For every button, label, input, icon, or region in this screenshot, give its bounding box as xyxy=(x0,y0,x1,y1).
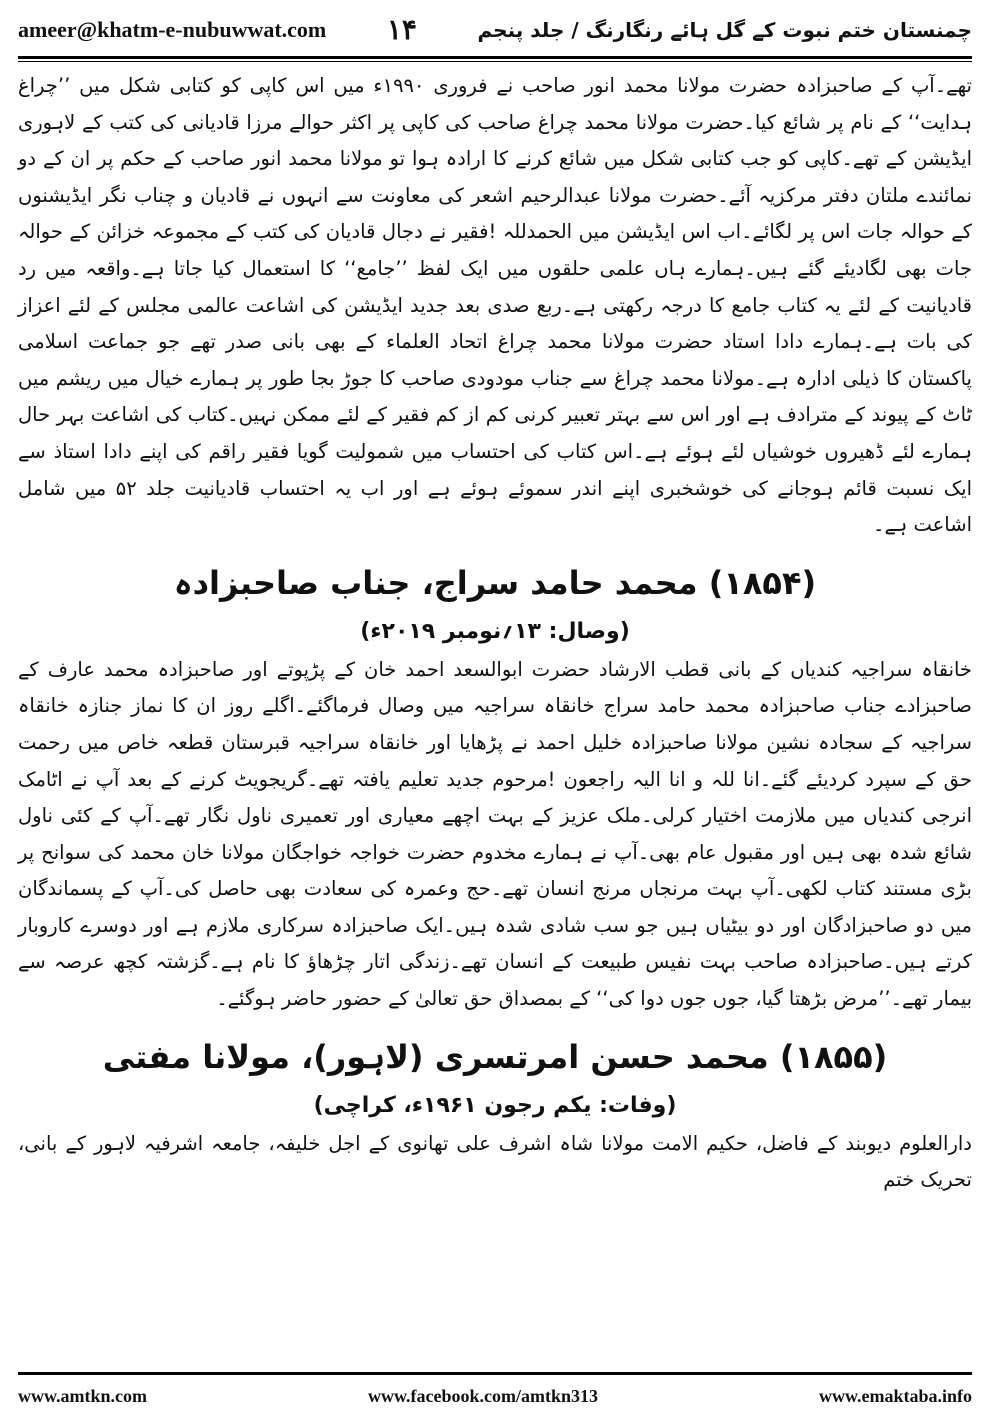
entry-body-1855: دارالعلوم دیوبند کے فاضل، حکیم الامت مولانا شاہ اشرف علی تھانوی کے اجل خلیفہ، جامعہ اشرفیہ لاہور کے بانی، تحریک ختم xyxy=(18,1131,972,1192)
entry-body-1854: خانقاہ سراجیہ کندیاں کے بانی قطب الارشاد حضرت ابوالسعد احمد خان کے پڑپوتے اور صاحبزادہ محمد عارف کے صاحبزادے جناب صاحبزادہ محمد حامد سراج خانقاہ سراجیہ میں وصال فرماگئے۔اگلے روز ان کا نماز جنازہ خانقاہ سراجیہ کے سجادہ نشین مولانا صاحبزادہ خلیل احمد نے پڑھایا اور خانقاہ سراجیہ قبرستان قطعہ خاص میں رحمت حق کے سپرد کردیئے گئے۔انا للہ و انا الیہ راجعون !مرحوم جدید تعلیم یافتہ تھے۔گریجویٹ کرنے کے بعد آپ نے اٹامک انرجی کندیاں میں ملازمت اختیار کرلی۔ملک عزیز کے بہت اچھے معیاری اور تعمیری ناول نگار تھے۔آپ کے کئی ناول شائع شدہ بھی ہیں اور مقبول عام بھی۔آپ نے ہمارے مخدوم حضرت خواجہ خواجگان مولانا خان محمد کی سوانح پر بڑی مستند کتاب لکھی۔آپ بہت مرنجاں مرنج انسان تھے۔حج وعمرہ کی سعادت بھی حاصل کی۔آپ کے پسماندگان میں دو صاحبزادگان اور دو بیٹیاں ہیں جو سب شادی شدہ ہیں۔ایک صاحبزادہ سرکاری ملازم ہے اور دوسرے کاروبار کرتے ہیں۔صاحبزادہ صاحب بہت نفیس طبیعت کے انسان تھے۔زندگی اتار چڑھاؤ کا نام ہے۔گزشتہ کچھ عرصہ سے بیمار تھے۔’’مرض بڑھتا گیا، جوں جوں دوا کی‘‘ کے بمصداق حق تعالیٰ کے حضور حاضر ہوگئے۔ xyxy=(18,657,972,1011)
entry-date-1854: (وصال: ۱۳؍نومبر ۲۰۱۹ء) xyxy=(360,618,630,644)
book-title: چمنستان ختم نبوت کے گل ہائے رنگارنگ / جلد پنجم xyxy=(477,18,972,42)
footer-rule xyxy=(18,1372,972,1375)
page-content xyxy=(18,68,972,1199)
footer-link-amtkn[interactable]: www.amtkn.com xyxy=(18,1385,147,1406)
header-rule xyxy=(18,56,972,59)
entry-date-1855: (وفات: یکم رجون ۱۹۶۱ء، کراچی) xyxy=(313,1092,677,1118)
entry-title-1854: (۱۸۵۴) محمد حامد سراج، جناب صاحبزادہ xyxy=(173,563,817,602)
page-footer xyxy=(18,1380,972,1412)
intro-paragraph: تھے۔آپ کے صاحبزادہ حضرت مولانا محمد انور صاحب نے فروری ۱۹۹۰ء میں اس کاپی کو کتابی شکل میں ’’چراغ ہدایت‘‘ کے نام پر شائع کیا۔حضرت مولانا محمد چراغ صاحب کی کاپی پر اکثر حوالے مرزا قادیانی کی کتب کے لاہوری ایڈیشن کے تھے۔کاپی کو جب کتابی شکل میں شائع کرنے کا ارادہ ہوا تو مولانا محمد انور صاحب کے حکم پر ان کے دو نمائندے ملتان دفتر مرکزیہ آئے۔حضرت مولانا عبدالرحیم اشعر کی معاونت سے انہوں نے قادیان و چناب نگر ایڈیشنوں کے حوالہ جات اس پر لگائے۔اب اس ایڈیشن میں الحمدللہ !فقیر نے دجال قادیان کی کتب کے مجموعہ خزائن کے حوالہ جات بھی لگادیئے گئے ہیں۔ہمارے ہاں علمی حلقوں میں ایک لفظ ’’جامع‘‘ کا استعمال کیا جاتا ہے۔واقعہ میں رد قادیانیت کے لئے یہ کتاب جامع کا درجہ رکھتی ہے۔ربع صدی بعد جدید ایڈیشن کی اشاعت عالمی مجلس کے لئے اعزاز کی بات ہے۔ہمارے دادا استاد حضرت مولانا محمد چراغ اتحاد العلماء کے بھی بانی صدر تھے جو جماعت اسلامی پاکستان کا ذیلی ادارہ ہے۔مولانا محمد چراغ سے جناب مودودی صاحب کا جوڑ بجا طور پر ہمارے خیال میں ریشم میں ٹاٹ کے پیوند کے مترادف ہے اور اس سے بہتر تعبیر کرنی کم از کم فقیر کے لئے ممکن نہیں۔کتاب کی اشاعت بہر حال ہمارے لئے ڈھیروں خوشیاں لئے ہوئے ہے۔اس کتاب کی احتساب میں شمولیت گویا فقیر راقم کی اپنے دادا استاذ سے ایک نسبت قائم ہوجانے کی خوشخبری اپنے اندر سموئے ہوئے ہے اور اب یہ احتساب قادیانیت جلد ۵۲ میں شامل اشاعت ہے۔ xyxy=(18,74,973,537)
page-number: ۱۴ xyxy=(386,15,417,46)
page-header xyxy=(18,8,972,52)
footer-link-emaktaba[interactable]: www.emaktaba.info xyxy=(818,1385,972,1406)
header-rule-thin xyxy=(18,61,972,62)
footer-link-facebook[interactable]: www.facebook.com/amtkn313 xyxy=(367,1385,598,1406)
header-email: ameer@khatm-e-nubuwwat.com xyxy=(18,17,327,42)
entry-title-1855: (۱۸۵۵) محمد حسن امرتسری (لاہور)، مولانا مفتی xyxy=(102,1037,888,1076)
